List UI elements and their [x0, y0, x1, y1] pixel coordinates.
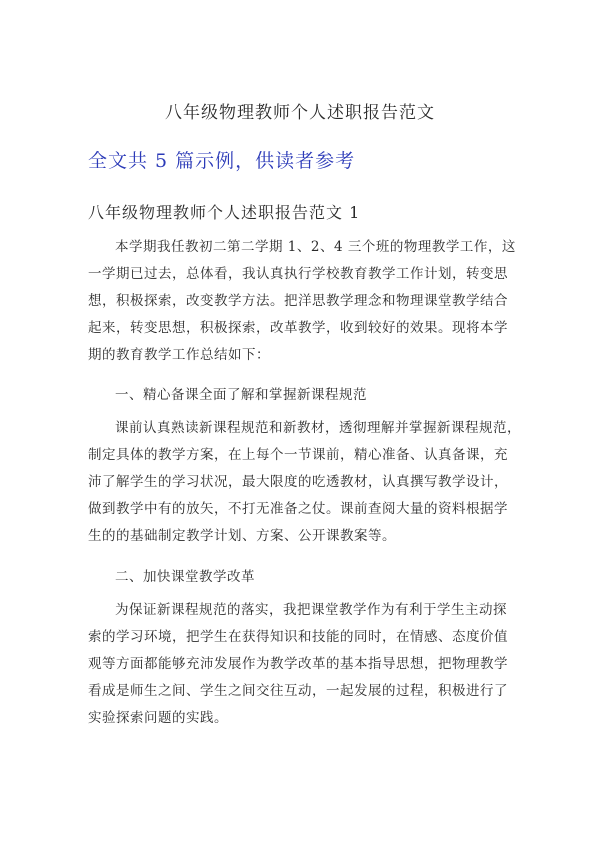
paragraph-intro	[88, 234, 528, 369]
paragraph-line: 期的教育教学工作总结如下：	[88, 347, 270, 363]
paragraph-line: 制定具体的教学方案，在上每个一节课前，精心准备、认真备课，充	[88, 447, 508, 463]
paragraph-lesson-prep	[88, 415, 528, 550]
paragraph-line: 实验探索问题的实践。	[88, 710, 228, 726]
paragraph-line: 沛了解学生的学习状况，最大限度的吃透教材，认真撰写教学设计，	[88, 474, 508, 490]
section-title: 八年级物理教师个人述职报告范文 1	[88, 203, 361, 222]
paragraph-line: 想，积极探索，改变教学方法。把洋思教学理念和物理课堂教学结合	[88, 293, 508, 309]
paragraph-line: 为保证新课程规范的落实，我把课堂教学作为有利于学生主动探	[115, 602, 507, 618]
paragraph-line: 一学期已过去，总体看，我认真执行学校教育教学工作计划，转变思	[88, 266, 508, 282]
section-heading-1: 一、精心备课全面了解和掌握新课程规范	[115, 387, 367, 403]
section-heading-2: 二、加快课堂教学改革	[115, 569, 255, 585]
paragraph-line: 观等方面都能够充沛发展作为教学改革的基本指导思想，把物理教学	[88, 656, 508, 672]
paragraph-line: 做到教学中有的放矢，不打无准备之仗。课前查阅大量的资料根据学	[88, 501, 508, 517]
paragraph-line: 看成是师生之间、学生之间交往互动，一起发展的过程，积极进行了	[88, 683, 508, 699]
document-title: 八年级物理教师个人述职报告范文	[165, 103, 435, 123]
paragraph-line: 起来，转变思想，积极探索，改革教学，收到较好的效果。现将本学	[88, 320, 508, 336]
paragraph-line: 课前认真熟读新课程规范和新教材，透彻理解并掌握新课程规范，	[115, 420, 521, 436]
paragraph-line: 索的学习环境，把学生在获得知识和技能的同时，在情感、态度价值	[88, 629, 508, 645]
paragraph-line: 本学期我任教初二第二学期 1、2、4 三个班的物理教学工作，这	[115, 239, 516, 255]
document-subtitle: 全文共 5 篇示例，供读者参考	[88, 150, 356, 172]
paragraph-line: 生的的基础制定教学计划、方案、公开课教案等。	[88, 528, 396, 544]
paragraph-classroom-reform	[88, 597, 528, 732]
